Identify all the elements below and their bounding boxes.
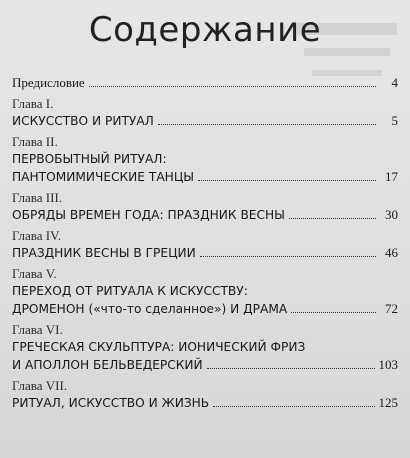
table-of-contents: [12, 74, 398, 415]
toc-entry-chapter-6[interactable]: [12, 322, 398, 374]
preface-label: Предисловие: [12, 75, 85, 90]
toc-entry-preface[interactable]: [12, 74, 398, 92]
chapter-title-line: ПАНТОМИМИЧЕСКИЕ ТАНЦЫ: [12, 170, 195, 184]
page-number: 4: [391, 75, 398, 90]
page-number: 103: [378, 357, 398, 372]
chapter-title-line: ПЕРЕХОД ОТ РИТУАЛА К ИСКУССТВУ:: [12, 284, 248, 298]
page-number: 46: [385, 245, 398, 260]
chapter-title: ПРАЗДНИК ВЕСНЫ В ГРЕЦИИ: [12, 246, 196, 260]
chapter-heading: Глава II.: [12, 134, 58, 149]
chapter-title-line: И АПОЛЛОН БЕЛЬВЕДЕРСКИЙ: [12, 358, 203, 372]
page-number: 125: [378, 395, 398, 410]
page-number: 72: [385, 301, 398, 316]
page-title: Содержание: [88, 10, 322, 50]
toc-entry-chapter-3[interactable]: [12, 190, 398, 224]
dot-leader: [158, 123, 376, 125]
chapter-heading: Глава VI.: [12, 322, 63, 337]
toc-entry-chapter-5[interactable]: [12, 266, 398, 318]
chapter-title-line: ПЕРВОБЫТНЫЙ РИТУАЛ:: [12, 152, 167, 166]
chapter-title: ИСКУССТВО И РИТУАЛ: [12, 114, 154, 128]
page-number: 17: [385, 169, 398, 184]
dot-leader: [198, 179, 376, 181]
chapter-heading: Глава I.: [12, 96, 54, 111]
chapter-title: ОБРЯДЫ ВРЕМЕН ГОДА: ПРАЗДНИК ВЕСНЫ: [12, 208, 285, 222]
toc-entry-chapter-7[interactable]: [12, 378, 398, 412]
dot-leader: [89, 85, 376, 87]
page-number: 5: [391, 113, 398, 128]
toc-entry-chapter-2[interactable]: [12, 134, 398, 186]
dot-leader: [207, 367, 375, 369]
dot-leader: [213, 405, 374, 407]
chapter-heading: Глава V.: [12, 266, 57, 281]
chapter-heading: Глава IV.: [12, 228, 62, 243]
chapter-heading: Глава VII.: [12, 378, 68, 393]
chapter-title-line: ГРЕЧЕСКАЯ СКУЛЬПТУРА: ИОНИЧЕСКИЙ ФРИЗ: [12, 340, 306, 354]
chapter-title-line: ДРОМЕНОН («что-то сделанное») И ДРАМА: [12, 302, 288, 316]
toc-entry-chapter-4[interactable]: [12, 228, 398, 262]
dot-leader: [289, 217, 376, 219]
dot-leader: [200, 255, 376, 257]
toc-entry-chapter-1[interactable]: [12, 96, 398, 130]
chapter-title: РИТУАЛ, ИСКУССТВО И ЖИЗНЬ: [12, 396, 210, 410]
chapter-heading: Глава III.: [12, 190, 63, 205]
page-number: 30: [385, 207, 398, 222]
dot-leader: [291, 311, 376, 313]
